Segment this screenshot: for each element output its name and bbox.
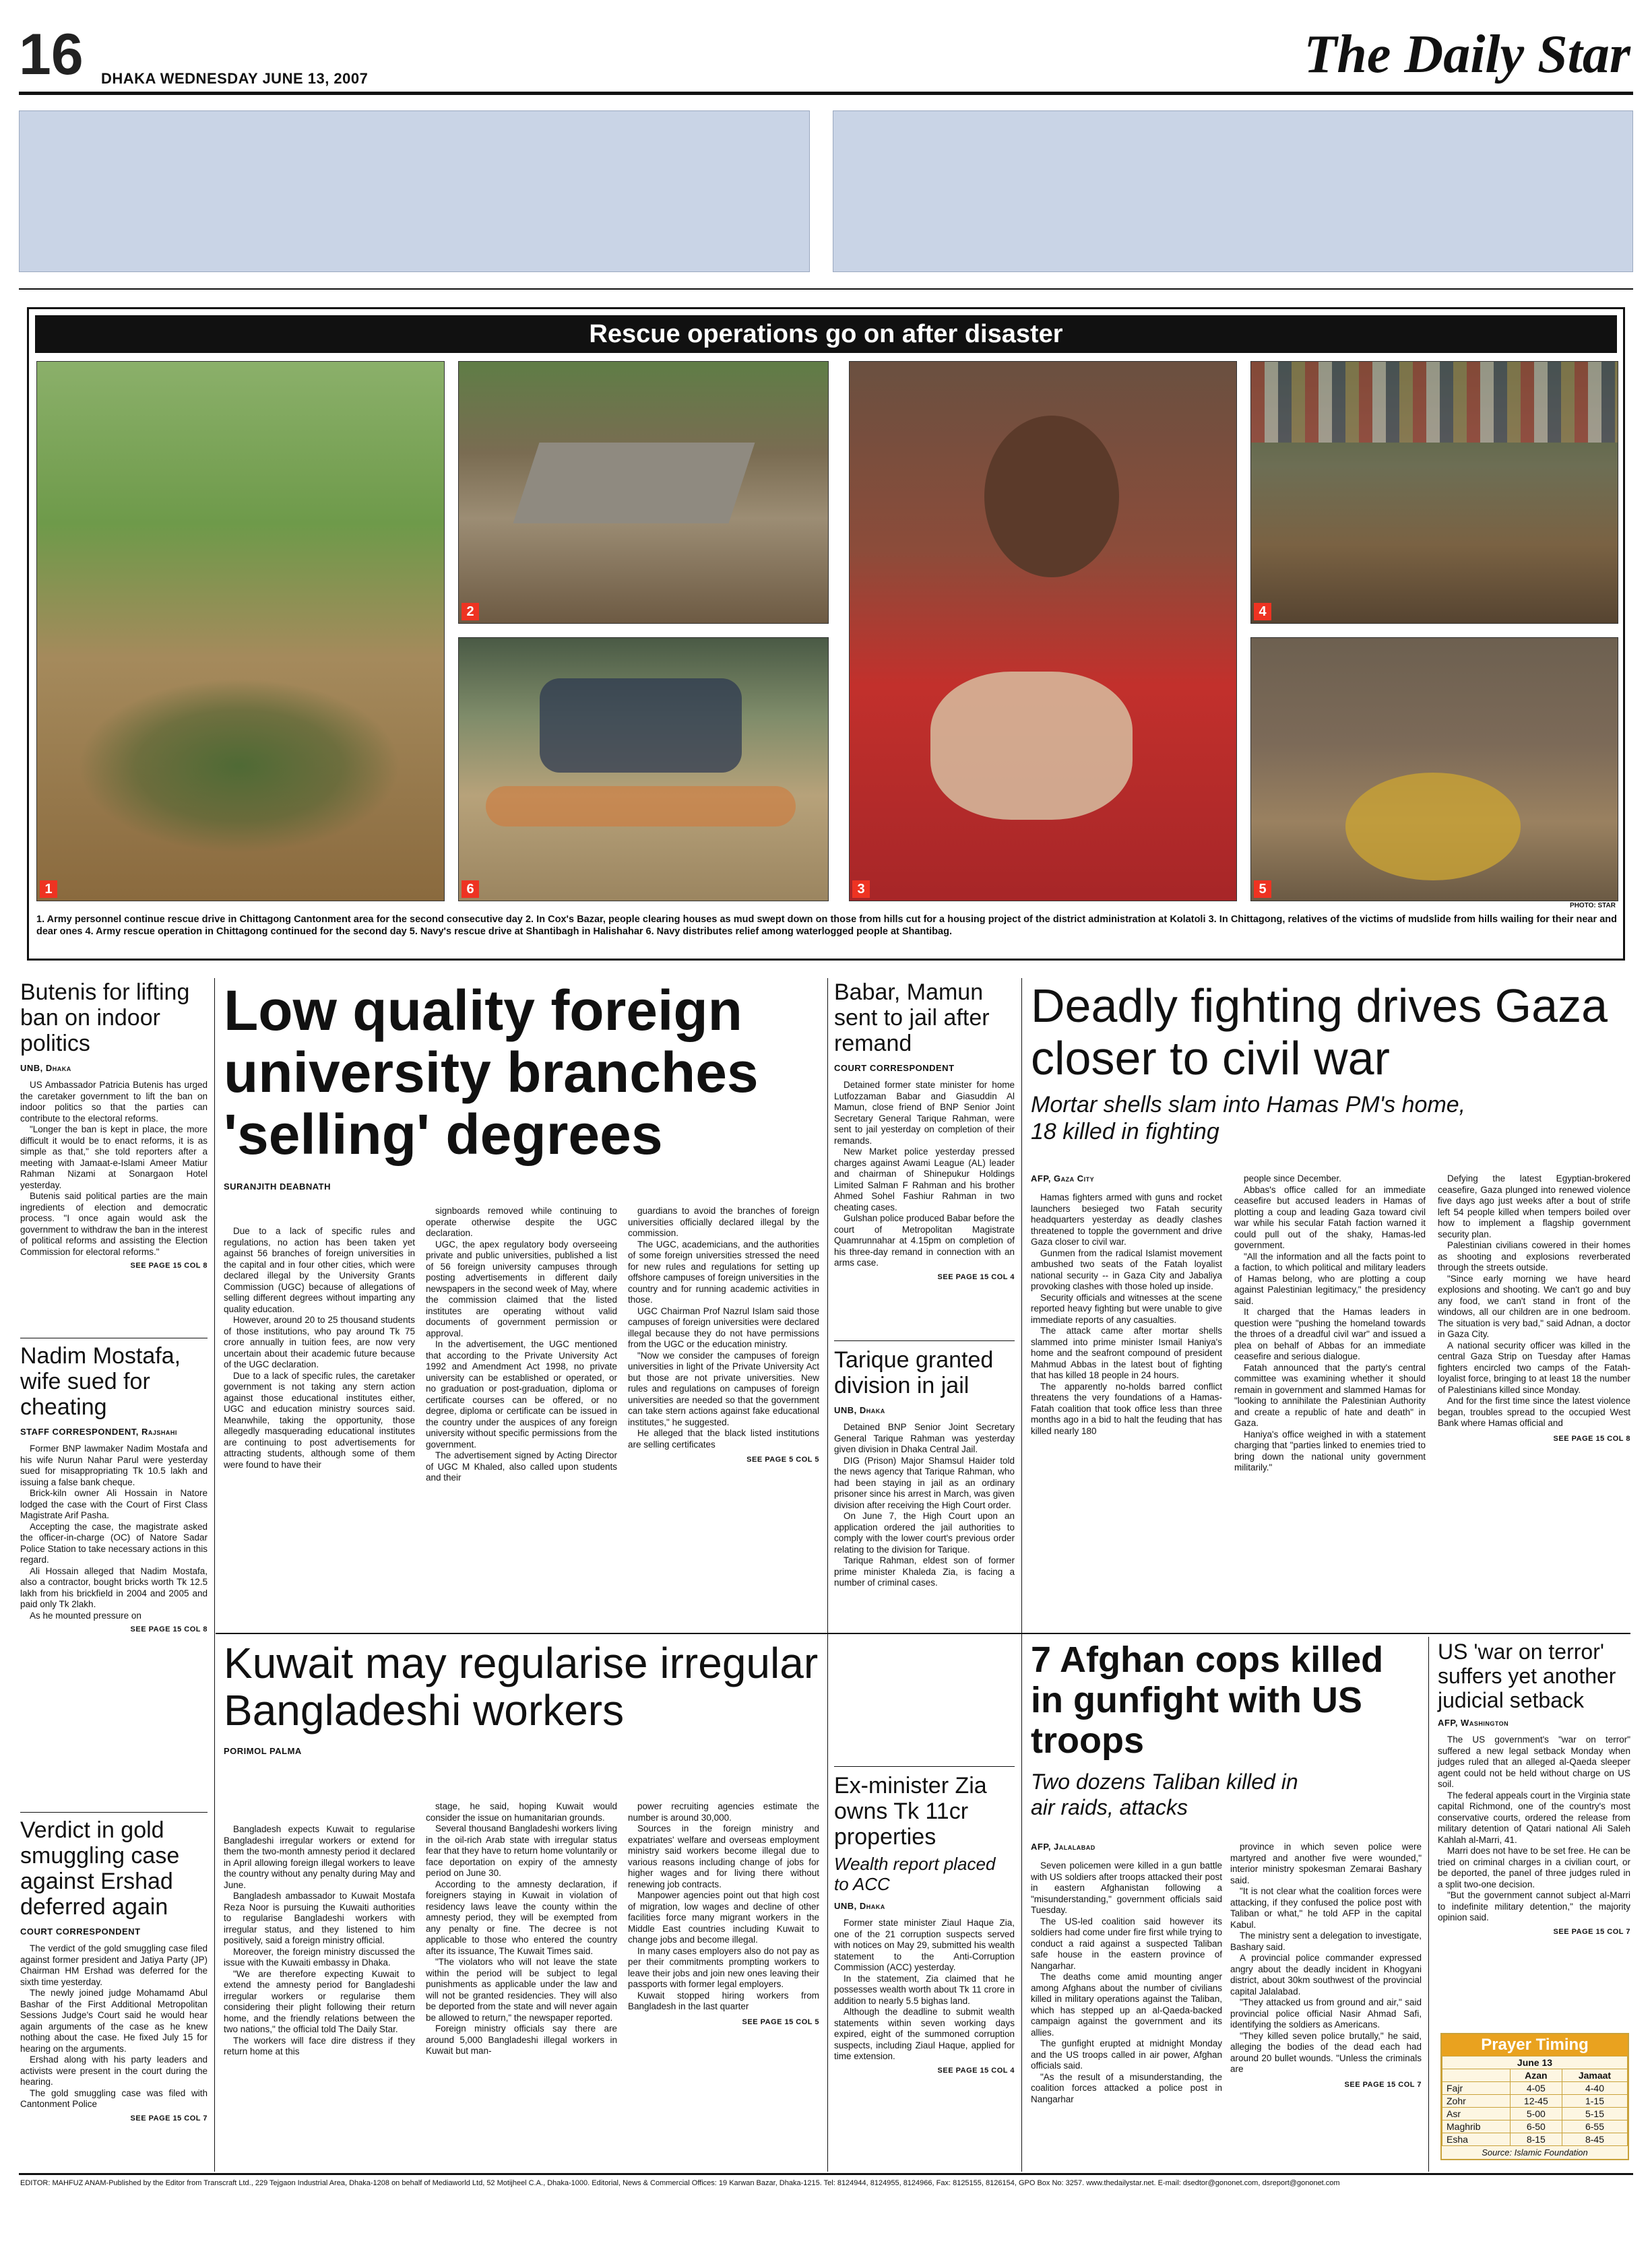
byline: AFP, Jalalabad bbox=[1031, 1842, 1095, 1852]
headline: Kuwait may regularise irregular Bangladeshi workers bbox=[224, 1639, 819, 1735]
rule-left-2 bbox=[20, 1812, 208, 1813]
rule-mid-col-2 bbox=[834, 1766, 1015, 1767]
byline: COURT CORRESPONDENT bbox=[834, 1063, 955, 1073]
headline: US 'war on terror' suffers yet another judicial setback bbox=[1438, 1640, 1616, 1712]
article-body: The verdict of the gold smuggling case filed against former president and Jatiya Party (JP) Chairman HM Ershad was deferred for the sixth time yesterday. The newly joined judge Mohamamd Abul Bashar of the First Additional Metropolitan Sessions Judge's Court said he would hear again arguments of the case as he knew nothing about the case. He fixed July 15 for hearing on the arguments. Ershad along with his party leaders and activists were present in the court during the hearing. The gold smuggling case was filed with Cantonment Police bbox=[20, 1943, 208, 2109]
subhead: Mortar shells slam into Hamas PM's home, 18 killed in fighting bbox=[1031, 1092, 1466, 1144]
photo-1-army-rescue bbox=[36, 361, 445, 901]
prayer-row: Maghrib 6-50 6-55 bbox=[1442, 2120, 1628, 2133]
headline: Ex-minister Zia owns Tk 11cr properties bbox=[834, 1773, 987, 1850]
byline: AFP, Washington bbox=[1438, 1718, 1509, 1728]
headline: Babar, Mamun sent to jail after remand bbox=[834, 979, 990, 1056]
prayer-date: June 13 bbox=[1442, 2056, 1628, 2069]
byline: UNB, Dhaka bbox=[834, 1901, 885, 1911]
byline: STAFF CORRESPONDENT, Rajshahi bbox=[20, 1427, 177, 1437]
ad-rule bbox=[19, 288, 1633, 290]
subhead: Two dozens Taliban killed in air raids, attacks bbox=[1031, 1770, 1298, 1819]
see-more: SEE PAGE 15 COL 4 bbox=[937, 2066, 1015, 2075]
masthead: The Daily Star bbox=[1304, 25, 1630, 84]
photo-number: 5 bbox=[1254, 880, 1271, 898]
col-azan: Azan bbox=[1510, 2069, 1562, 2082]
byline: AFP, Gaza City bbox=[1031, 1173, 1095, 1184]
prayer-timing-box bbox=[1440, 2033, 1629, 2160]
article-col-1: Due to a lack of specific rules and regulations, no action has been taken yet against 56 branches of foreign universities in the capital and in four other cities, which were declared illegal by the University Grants Commission (UGC) because of allegations of selling different degrees without imparting any quality education. However, around 20 to 25 thousand students of those institutions, who pay around Tk 75 crore annually in tuition fees, are now very uncertain about their academic future because of the UGC declaration. Due to a lack of specific rules, the caretaker government is not taking any stern action against those educational institutes either, UGC and education ministry sources said. Meanwhile, taking the opportunity, those allegedly masquerading educational institutes are continuing to post advertisements for attracting students, although some of them were found to have their bbox=[224, 1226, 415, 1470]
rule-mid bbox=[216, 1633, 1630, 1634]
photo-number: 4 bbox=[1254, 603, 1271, 620]
byline: PORIMOL PALMA bbox=[224, 1746, 302, 1756]
photo-number: 1 bbox=[40, 880, 57, 898]
headline: Low quality foreign university branches 'selling' degrees bbox=[224, 979, 759, 1166]
rule-mid-col-1 bbox=[834, 1340, 1015, 1341]
see-more: SEE PAGE 5 COL 5 bbox=[746, 1456, 819, 1464]
article-nadim bbox=[20, 1343, 208, 1633]
rule-4 bbox=[1428, 1637, 1429, 2172]
rule-2 bbox=[827, 978, 828, 2172]
article-col-2: signboards removed while continuing to operate otherwise despite the UGC declaration. UGC, the apex regulatory body overseeing private and public universities, published a list of 56 foreign university campuses through posting advertisements in different daily newspapers in the second week of May, where the commission claimed that the listed institutes are operating without valid documents of government permission or approval. In the advertisement, the UGC mentioned that according to the Private University Act 1992 and Amendment Act 1998, no private university can be established or operated, or no graduation or post-graduation, diploma or certificate courses can be offered, or no degree, diploma or certificate can be issued in the country under the auspices of any foreign university without specific permissions from the government. The advertisement signed by Acting Director of UGC M Khaled, also called upon students and their bbox=[426, 1206, 617, 1483]
rule-footer bbox=[19, 2173, 1633, 2175]
ad-box-left bbox=[19, 110, 810, 272]
prayer-title: Prayer Timing bbox=[1442, 2034, 1628, 2056]
article-col-3: Defying the latest Egyptian-brokered ceasefire, Gaza plunged into renewed violence five days ago just weeks after a bout of strife left 54 people killed when tempers boiled over how to implement a flagship government security plan. Palestinian civilians cowered in their homes as shooting and explosions reverberated through the streets outside. "Since early morning we have heard explosions and shooting. We can't go and buy any food, we can't stand in front of the windows, all our children are in one bedroom. The situation is very bad," said Adnan, a doctor in Gaza City. A national security officer was killed in the central Gaza Strip on Tuesday after Hamas fighters encircled two camps of the Fatah-loyalist force, bringing to at least 18 the number of Palestinians killed since Monday. And for the first time since the latest violence began, troubles spread to the occupied West Bank where Hamas official and SEE PAGE 15 COL 8 bbox=[1438, 1173, 1630, 1444]
article-body: Former state minister Ziaul Haque Zia, one of the 21 corruption suspects served with notices on May 29, submitted his wealth statement to the Anti-Corruption Commission (ACC) yesterday. In the statement, Zia claimed that he possesses wealth worth about Tk 11 crore in addition to nearly 5.5 bighas land. Although the deadline to submit wealth statements within seven working days expired, eight of the summoned corruption suspects, including Ziaul Haque, applied for time extension. bbox=[834, 1918, 1015, 2061]
photo-6-navy-relief bbox=[458, 637, 829, 901]
byline: UNB, Dhaka bbox=[20, 1063, 71, 1073]
prayer-row: Fajr 4-05 4-40 bbox=[1442, 2082, 1628, 2095]
dateline: DHAKA WEDNESDAY JUNE 13, 2007 bbox=[101, 70, 369, 87]
article-col-3: power recruiting agencies estimate the number is around 30,000. Sources in the foreign ministry and expatriates' welfare and overseas employment ministry said workers become illegal due to various reasons including change of jobs for higher wages and for living there without renewing job contracts. Manpower agencies point out that high cost of migration, low wages and decline of other facilities force many migrant workers in the Middle East countries including Kuwait to change jobs and become illegal. In many cases employers also do not pay as per their commitments prompting workers to leave their jobs and join new ones leaving their passports with former legal employers. Kuwait stopped hiring workers from Bangladesh in the last quarter SEE PAGE 15 COL 5 bbox=[628, 1801, 819, 2028]
prayer-source: Source: Islamic Foundation bbox=[1482, 2147, 1588, 2158]
article-butenis bbox=[20, 979, 208, 1270]
article-col-2: people since December. Abbas's office called for an immediate ceasefire but accused leaders in Hamas of plotting a coup and leading Gaza toward civil war while his secular Fatah faction warned it could pull out of the shaky, Hamas-led government. "All the information and all the facts point to a faction, to which political and military leaders of Hamas belong, who are plotting a coup against Palestinian legitimacy," the presidency said. It charged that the Hamas leaders in question were "pushing the homeland towards the throes of a dreadful civil war" and issued a plea on behalf of Abbas for an immediate ceasefire and serious dialogue. Fatah announced that the party's central committee was examining whether it should remain in government and slammed Hamas for "looking to annihilate the Palestinian Authority and create a republic of hate and death" in Gaza. Haniya's office weighed in with a statement charging that "parties linked to enemies tried to bring down the national unity government militarily." bbox=[1234, 1173, 1426, 1472]
article-zia bbox=[834, 1773, 1015, 2075]
article-kuwait bbox=[224, 1640, 819, 2172]
byline: COURT CORRESPONDENT bbox=[20, 1926, 141, 1937]
article-body: US Ambassador Patricia Butenis has urged the caretaker government to lift the ban on indoor politics so that the parties can contribute to the electoral reforms. "Longer the ban is kept in place, the more difficult it would be to enact reforms, it is as simple as that," she told reporters after a meeting with Jamaat-e-Islami Ameer Matiur Rahman Nizami at Sonargaon Hotel yesterday. Butenis said political parties are the main ingredients of election and democratic process. "I once again would ask the government to withdraw the ban in the interest of political reforms and assisting the Election Commission for electoral reforms." bbox=[20, 1080, 208, 1257]
article-gaza bbox=[1031, 979, 1630, 1630]
article-col-2: province in which seven police were martyred and another five were wounded," interior ministry spokesman Zemarai Bashary said. "It is not clear what the coalition forces were attacking, if they confused the police post with Taliban or what," he told AFP in the capital Kabul. The ministry sent a delegation to investigate, Bashary said. A provincial police commander expressed angry about the deadly incident in Khogyani district, about 30km southwest of the provincial capital Jalalabad. "They attacked us from ground and air," said provincial police official Nasir Ahmad Safi, identifying the soldiers as Americans. "They killed seven police brutally," he said, alleging the bodies of the dead each had around 20 bullet wounds. "Unless the criminals are SEE PAGE 15 COL 7 bbox=[1230, 1842, 1422, 2090]
header-rule bbox=[19, 92, 1633, 95]
photo-3-relatives-wailing bbox=[849, 361, 1237, 901]
see-more: SEE PAGE 15 COL 4 bbox=[937, 1272, 1015, 1281]
article-foreign-university bbox=[224, 979, 819, 1630]
photo-number: 3 bbox=[852, 880, 870, 898]
article-col-1: Hamas fighters armed with guns and rocket launchers besieged two Fatah security headquarters yesterday as deadly clashes threatened to topple the government and drive Gaza closer to civil war. Gunmen from the radical Islamist movement ambushed two seats of the Fatah loyalist national security -- in Gaza City and Jabaliya provoking clashes with those holed up inside. Security officials and witnesses at the scene reported heavy fighting but were unable to give immediate reports of any casualties. The attack came after mortar shells slammed into prime minister Ismail Haniya's home and the seafront compound of president Mahmud Abbas in the latest bout of fighting that has killed 18 people in 24 hours. The apparently no-holds barred conflict threatens the very foundations of a Hamas-Fatah coalition that took office less than three months ago in a bid to halt the feuding that has killed nearly 180 bbox=[1031, 1192, 1222, 1436]
footer-imprint: EDITOR: MAHFUZ ANAM-Published by the Editor from Transcraft Ltd., 229 Tejgaon Industrial Area, Dhaka-1208 on behalf of Mediaworld Ltd, 52 Motijheel C.A., Dhaka-1000. Editorial, News & Commercial Offices: 19 Karwan Bazar, Dhaka-1215. Tel: 8124944, 8124955, 8124966, Fax: 8125155, 8126154, GPO Box No: 3257. www.thedailystar.net. E-mail: dsedtor@gononet.com, dsreport@gononet.com bbox=[20, 2179, 1340, 2187]
byline: SURANJITH DEABNATH bbox=[224, 1181, 331, 1192]
rule-1 bbox=[214, 978, 215, 2172]
photo-5-navy-shantibagh bbox=[1250, 637, 1618, 901]
prayer-row: Asr 5-00 5-15 bbox=[1442, 2108, 1628, 2120]
prayer-row: Esha 8-15 8-45 bbox=[1442, 2133, 1628, 2146]
article-babar bbox=[834, 979, 1015, 1281]
article-col-1: Seven policemen were killed in a gun battle with US soldiers after troops attacked their post in eastern Afghanistan following a "misunderstanding," government officials said Tuesday. The US-led coalition said however its soldiers had come under fire first while trying to conduct a raid against a suspected Taliban safe house in the eastern province of Nangarhar. The deaths come amid mounting anger among Afghans about the number of civilians killed in military operations against the Taliban, which has stepped up an al-Qaeda-backed campaign against the government and its allies. The gunfight erupted at midnight Monday and the US troops called in air power, Afghan officials said. "As the result of a misunderstanding, the coalition forces attacked a police post in Nangarhar bbox=[1031, 1860, 1222, 2104]
headline: Nadim Mostafa, wife sued for cheating bbox=[20, 1343, 181, 1420]
col-jamaat: Jamaat bbox=[1562, 2069, 1627, 2082]
headline: 7 Afghan cops killed in gunfight with US troops bbox=[1031, 1640, 1384, 1761]
headline: Deadly fighting drives Gaza closer to civil war bbox=[1031, 979, 1608, 1084]
see-more: SEE PAGE 15 COL 7 bbox=[130, 2114, 208, 2123]
headline: Verdict in gold smuggling case against Ershad deferred again bbox=[20, 1817, 180, 1920]
article-body: Former BNP lawmaker Nadim Mostafa and his wife Nurun Nahar Parul were yesterday sued for misappropriating Tk 10.5 lakh and issuing a false bank cheque. Brick-kiln owner Ali Hossain in Natore lodged the case with the Court of First Class Magistrate Arif Pasha. Accepting the case, the magistrate asked the officer-in-charge (OC) of Natore Sadar Police Station to take necessary actions in this regard. Ali Hossain alleged that Nadim Mostafa, also a contractor, bought bricks worth Tk 12.5 lakh from his brickfield in 2004 and 2005 and paid only Tk 2lakh. As he mounted pressure on bbox=[20, 1444, 208, 1621]
headline: Butenis for lifting ban on indoor politics bbox=[20, 979, 190, 1056]
photo-credit: PHOTO: STAR bbox=[1570, 902, 1616, 909]
headline: Tarique granted division in jail bbox=[834, 1347, 994, 1398]
ad-box-right bbox=[833, 110, 1633, 272]
photo-number: 2 bbox=[462, 603, 479, 620]
see-more: SEE PAGE 15 COL 7 bbox=[1553, 1927, 1630, 1936]
feature-caption: 1. Army personnel continue rescue drive in Chittagong Cantonment area for the second consecutive day 2. In Cox's Bazar, people clearing houses as mud swept down on those from hills cut for a housing project of the district administration at Kolatoli 3. In Chittagong, relatives of the victims of mudslide from hills wailing for their near and dear ones 4. Army rescue operation in Chittagong continued for the second day 5. Navy's rescue drive at Shantibagh in Halishahar 6. Navy distributes relief among waterlogged people at Shantibag. bbox=[36, 914, 1617, 937]
article-body: Detained BNP Senior Joint Secretary General Tarique Rahman was yesterday given division in Dhaka Central Jail. DIG (Prison) Major Shamsul Haider told the news agency that Tarique Rahman, who had been staying in jail as an ordinary prisoner since his arrest in March, was given division after receiving the High Court order. On June 7, the High Court upon an application ordered the jail authorities to comply with the lower court's previous order relating to the division for Tarique. Tarique Rahman, eldest son of former prime minister Khaleda Zia, is facing a number of criminal cases. bbox=[834, 1422, 1015, 1588]
see-more: SEE PAGE 15 COL 7 bbox=[1344, 2080, 1422, 2089]
subhead: Wealth report placed to ACC bbox=[834, 1854, 996, 1894]
article-col-2: stage, he said, hoping Kuwait would consider the issue on humanitarian grounds. Several thousand Bangladeshi workers living in the oil-rich Arab state with irregular status fear that they have to return home voluntarily or face deportation on expiry of the amnesty period on June 30. According to the amnesty declaration, if foreigners staying in Kuwait in violation of residency laws leave the county within the amnesty period, they will be exempted from any penalty or fine. The decree is not applicable to those who entered the country after its issuance, The Kuwait Times said. "The violators who will not leave the state within the period will be subject to legal punishments as applicable under the law and will not be granted residencies. They will also be deported from the state and will never again be allowed to return," the newspaper reported. Foreign ministry officials say there are around 5,000 Bangladeshi illegal workers in Kuwait but man- bbox=[426, 1801, 617, 2056]
see-more: SEE PAGE 15 COL 5 bbox=[742, 2017, 819, 2026]
feature-banner: Rescue operations go on after disaster bbox=[35, 315, 1617, 353]
article-body: The US government's "war on terror" suffered a new legal setback Monday when judges ruled that an alleged al-Qaeda sleeper agent could not be held without charge on US soil. The federal appeals court in the Virginia state capital Richmond, one of the country's most conservative courts, ordered the release from military detention of Qatari national Ali Saleh Kahlah al-Marri, 41. Marri does not have to be set free. He can be tried on criminal charges in a civilian court, or be deported, the panel of three judges ruled in a split two-one decision. "But the government cannot subject al-Marri to indefinite military detention," the majority opinion said. bbox=[1438, 1735, 1630, 1922]
photo-4-army-chittagong bbox=[1250, 361, 1618, 624]
see-more: SEE PAGE 15 COL 8 bbox=[130, 1262, 208, 1270]
article-verdict bbox=[20, 1817, 208, 2123]
article-col-3: guardians to avoid the branches of foreign universities officially declared illegal by the commission. The UGC, academicians, and the authorities of some foreign universities stressed the need for new rules and regulations for setting up offshore campuses of foreign universities in the country and for running academic activities in those. UGC Chairman Prof Nazrul Islam said those campuses of foreign universities were declared illegal because they do not have permissions from the UGC or the education ministry. "Now we consider the campuses of foreign universities in light of the Private University Act but those are not private universities. New rules and regulations on campuses of foreign universities are needed so that the government can take stern actions against fake educational institutes," he suggested. He alleged that the black listed institutions are selling certificates SEE PAGE 5 COL 5 bbox=[628, 1206, 819, 1466]
see-more: SEE PAGE 15 COL 8 bbox=[1553, 1434, 1630, 1443]
rule-3 bbox=[1021, 978, 1022, 2172]
article-body: Detained former state minister for home Lutfozzaman Babar and Giasuddin Al Mamun, close friend of BNP Senior Joint Secretary General Tarique Rahman, were sent to jail yesterday on completion of their remands. New Market police yesterday pressed charges against Awami League (AL) leader and chairman of Shinepukur Holdings Limited Salman F Rahman and his brother Ahmed Sohel Fashiur Rahman in two cheating cases. Gulshan police produced Babar before the court of Metropolitan Magistrate Quamrunnahar at 4.15pm on completion of his three-day remand in connection with an arms case. bbox=[834, 1080, 1015, 1268]
photo-number: 6 bbox=[462, 880, 479, 898]
article-afghan bbox=[1031, 1640, 1422, 2172]
photo-2-coxs-bazar bbox=[458, 361, 829, 624]
see-more: SEE PAGE 15 COL 8 bbox=[130, 1625, 208, 1633]
page-number: 16 bbox=[19, 22, 84, 87]
article-war-on-terror bbox=[1438, 1640, 1630, 1936]
article-col-1: Bangladesh expects Kuwait to regularise Bangladeshi irregular workers or extend for them the two-month amnesty period it declared in April allowing foreign illegal workers to leave the country without any penalty during May and June. Bangladesh ambassador to Kuwait Mostafa Reza Noor is pursuing the Kuwaiti authorities to regularise Bangladeshi workers with irregular status, and they listened to him positively, said a foreign ministry official. Moreover, the foreign ministry discussed the issue with the Kuwaiti embassy in Dhaka. "We are therefore expecting Kuwait to extend the amnesty period for Bangladeshi irregular workers or regularise them considering their plight following their return home, and the friendly relations between the two nations," the official told The Daily Star. The workers will face dire distress if they return home at this bbox=[224, 1824, 415, 2056]
byline: UNB, Dhaka bbox=[834, 1405, 885, 1415]
prayer-row: Zohr 12-45 1-15 bbox=[1442, 2095, 1628, 2108]
article-tarique bbox=[834, 1347, 1015, 1589]
prayer-table bbox=[1442, 2056, 1628, 2146]
